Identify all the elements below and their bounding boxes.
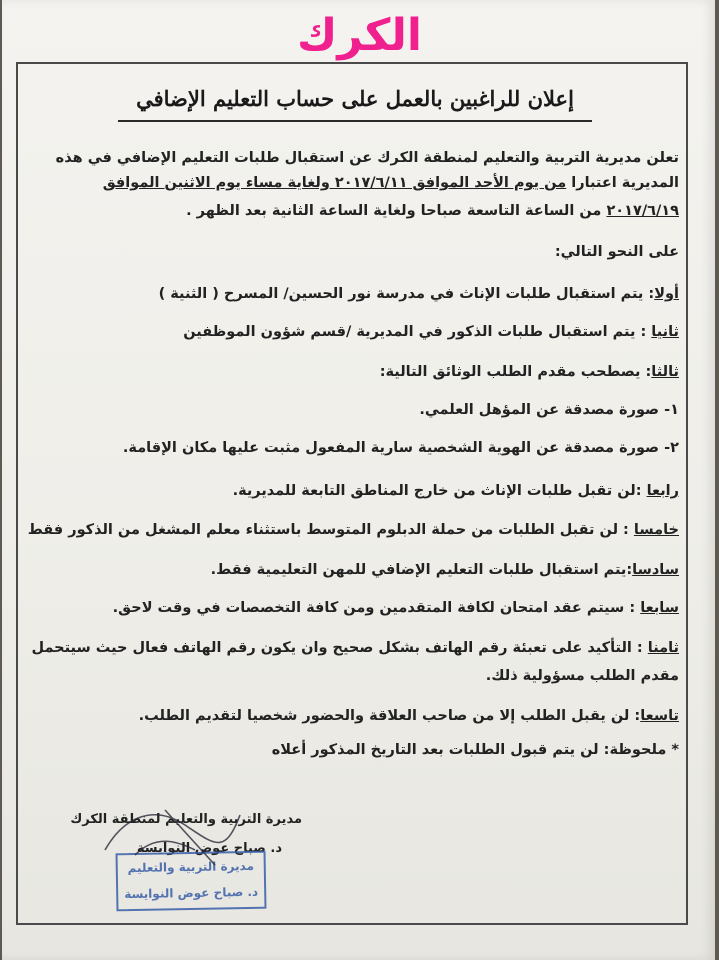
item-eighth-text: : التأكيد على تعبئة رقم الهاتف بشكل صحيح وان يكون رقم الهاتف فعال حيث سيتحمل xyxy=(31,640,648,656)
stamp-line-2: د. صباح عوض النوايسة xyxy=(124,884,259,902)
item-seventh-text: : سيتم عقد امتحان لكافة المتقدمين ومن كافة التخصصات في وقت لاحق. xyxy=(112,600,641,616)
item-ninth-text: : لن يقبل الطلب إلا من صاحب العلاقة والحضور شخصيا لتقديم الطلب. xyxy=(138,708,641,724)
item-ninth xyxy=(139,708,679,724)
handwritten-title: الكرك xyxy=(297,10,422,61)
item-sixth-text: :يتم استقبال طلبات التعليم الإضافي للمهن التعليمية فقط. xyxy=(210,562,633,578)
item-third xyxy=(380,364,679,380)
document-2: ٢- صورة مصدقة عن الهوية الشخصية سارية المفعول مثبت عليها مكان الإقامة. xyxy=(122,440,679,456)
handwritten-signature xyxy=(95,795,245,875)
item-eighth-label: ثامنا xyxy=(647,640,679,656)
item-second-label: ثانيا xyxy=(651,324,679,340)
item-ninth-label: تاسعا xyxy=(640,708,679,724)
item-fourth xyxy=(233,483,679,499)
item-third-label: ثالثا xyxy=(651,364,679,380)
stamp-line-1: مديرة التربية والتعليم xyxy=(127,858,255,876)
item-eighth xyxy=(32,640,679,656)
intro-date: ٢٠١٧/٦/١٩ xyxy=(606,203,679,219)
item-second xyxy=(183,324,679,340)
intro-text-1: تعلن مديرية التربية والتعليم لمنطقة الكرك عن استقبال طلبات التعليم الإضافي في هذه xyxy=(55,150,679,166)
item-fourth-label: رابعا xyxy=(646,483,679,499)
item-sixth xyxy=(211,562,679,578)
item-fifth xyxy=(28,522,679,538)
item-first-text: : يتم استقبال طلبات الإناث في مدرسة نور الحسين/ المسرح ( الثنية ) xyxy=(158,286,655,302)
intro-line-1 xyxy=(56,150,679,166)
item-fifth-text: : لن تقبل الطلبات من حملة الدبلوم المتوسط باستثناء معلم المشغل من الذكور فقط xyxy=(27,522,634,538)
item-sixth-label: سادسا xyxy=(632,562,679,578)
announcement-heading: إعلان للراغبين بالعمل على حساب التعليم الإضافي xyxy=(136,86,574,111)
intro-line-3 xyxy=(186,203,679,219)
item-seventh-label: سابعا xyxy=(640,600,679,616)
note: * ملحوظة: لن يتم قبول الطلبات بعد التاريخ المذكور أعلاه xyxy=(271,742,679,758)
item-fourth-text: :لن تقبل طلبات الإناث من خارج المناطق التابعة للمديرية. xyxy=(232,483,647,499)
as-follows: على النحو التالي: xyxy=(554,244,679,260)
intro-line-2 xyxy=(103,175,679,191)
item-seventh xyxy=(113,600,679,616)
item-first-label: أولا xyxy=(654,286,679,302)
item-third-text: : يصطحب مقدم الطلب الوثائق التالية: xyxy=(379,364,652,380)
document-1: ١- صورة مصدقة عن المؤهل العلمي. xyxy=(419,402,679,418)
item-eighth-continued: مقدم الطلب مسؤولية ذلك. xyxy=(485,668,679,684)
item-fifth-label: خامسا xyxy=(633,522,679,538)
item-first xyxy=(159,286,679,302)
intro-text-3b: من الساعة التاسعة صباحا ولغاية الساعة الثانية بعد الظهر . xyxy=(186,203,607,219)
intro-text-2b: من يوم الأحد الموافق ٢٠١٧/٦/١١ ولغاية مساء يوم الاثنين الموافق xyxy=(102,175,567,191)
item-second-text: : يتم استقبال طلبات الذكور في المديرية /قسم شؤون الموظفين xyxy=(183,324,652,340)
intro-text-2a: المديرية اعتبارا xyxy=(566,175,679,191)
signature-title: مديرة التربية والتعليم لمنطقة الكرك xyxy=(70,812,302,827)
heading-underline xyxy=(118,120,592,122)
signature-name: د. صباح عوض النوايسة xyxy=(136,841,282,856)
